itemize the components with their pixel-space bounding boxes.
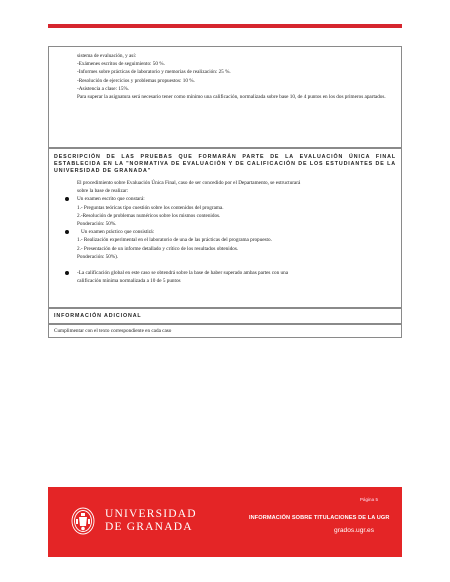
list-line: 2.-Resolución de problemas numéricos sobre los mismos contenidos.: [77, 212, 221, 219]
text-line: -Resolución de ejercicios y problemas propuestos: 10 %.: [77, 77, 195, 84]
logo-line: DE GRANADA: [105, 521, 193, 533]
list-line: Ponderación: 50%).: [77, 253, 119, 260]
intro-line: sobre la base de realizar:: [77, 188, 129, 195]
footer-banner: [48, 487, 402, 557]
university-logo-text: [105, 508, 197, 534]
list-line: 1.- Preguntas teóricas tipo cuestión sobre los contenidos del programa.: [77, 204, 224, 211]
list-item-title: Un examen escrito que constará:: [77, 196, 145, 203]
university-seal-icon: [70, 506, 96, 536]
intro-line: El procedimiento sobre Evaluación Única Final, caso de ser concedido por el Departamento, se estructurará: [77, 180, 301, 186]
page-number: Página 5: [359, 497, 378, 502]
section-heading: DESCRIPCIÓN DE LAS PRUEBAS QUE FORMARÁN PARTE DE LA EVALUACIÓN ÚNICA FINAL ESTABLECIDA EN LA "NORMATIVA DE EVALUACIÓN Y DE CALIFICACIÓN DE LOS ESTUDIANTES DE LA UNIVERSIDAD DE GRANADA": [54, 154, 396, 175]
logo-line: UNIVERSIDAD: [105, 508, 197, 520]
evaluation-text: [77, 52, 395, 101]
single-final-evaluation-body: [77, 179, 393, 285]
bullet-icon: [65, 230, 69, 234]
pass-requirement-paragraph: Para superar la asignatura será necesario tener como mínimo una calificación, normalizada sobre base 10, de 4 puntos en los dos primeros apartados.: [77, 94, 386, 101]
text-line: -Informes sobre prácticas de laboratorio y memorias de realización: 25 %.: [77, 69, 231, 76]
list-item-title: Un examen práctico que consistirá:: [81, 229, 155, 236]
section-heading: INFORMACIÓN ADICIONAL: [54, 313, 142, 319]
text-line: -Asistencia a clase: 15%.: [77, 85, 130, 92]
evaluation-continuation-box: [48, 46, 402, 148]
bullet-icon: [65, 197, 69, 201]
text-line: sistema de evaluación, y así:: [77, 53, 137, 59]
grados-url[interactable]: grados.ugr.es: [334, 527, 374, 534]
additional-info-body-box: [48, 324, 402, 338]
list-item: [77, 228, 393, 236]
list-line: calificación mínima normalizada a 10 de 5 puntos: [77, 278, 181, 285]
list-line: Ponderación: 50%.: [77, 221, 117, 228]
titles-info-label: INFORMACIÓN SOBRE TITULACIONES DE LA UGR: [249, 515, 390, 521]
text-line: -Exámenes escritos de seguimiento: 50 %.: [77, 61, 165, 68]
additional-info-text: Cumplimentar con el texto correspondiente en cada caso: [54, 328, 172, 334]
single-final-evaluation-box: [48, 148, 402, 308]
list-line: 2.- Presentación de un informe detallado y crítico de los resultados obtenidos.: [77, 245, 239, 252]
bullet-icon: [65, 271, 69, 275]
top-red-rule: [48, 24, 402, 28]
additional-info-heading-box: [48, 308, 402, 324]
list-line: 1.- Realización experimental en el laboratorio de una de las prácticas del programa propuesto.: [77, 237, 272, 244]
list-item: [77, 195, 393, 203]
list-item: [77, 269, 393, 277]
list-item-text: -La calificación global en este caso se obtendrá sobre la base de haber superado ambas partes con una: [77, 270, 289, 277]
